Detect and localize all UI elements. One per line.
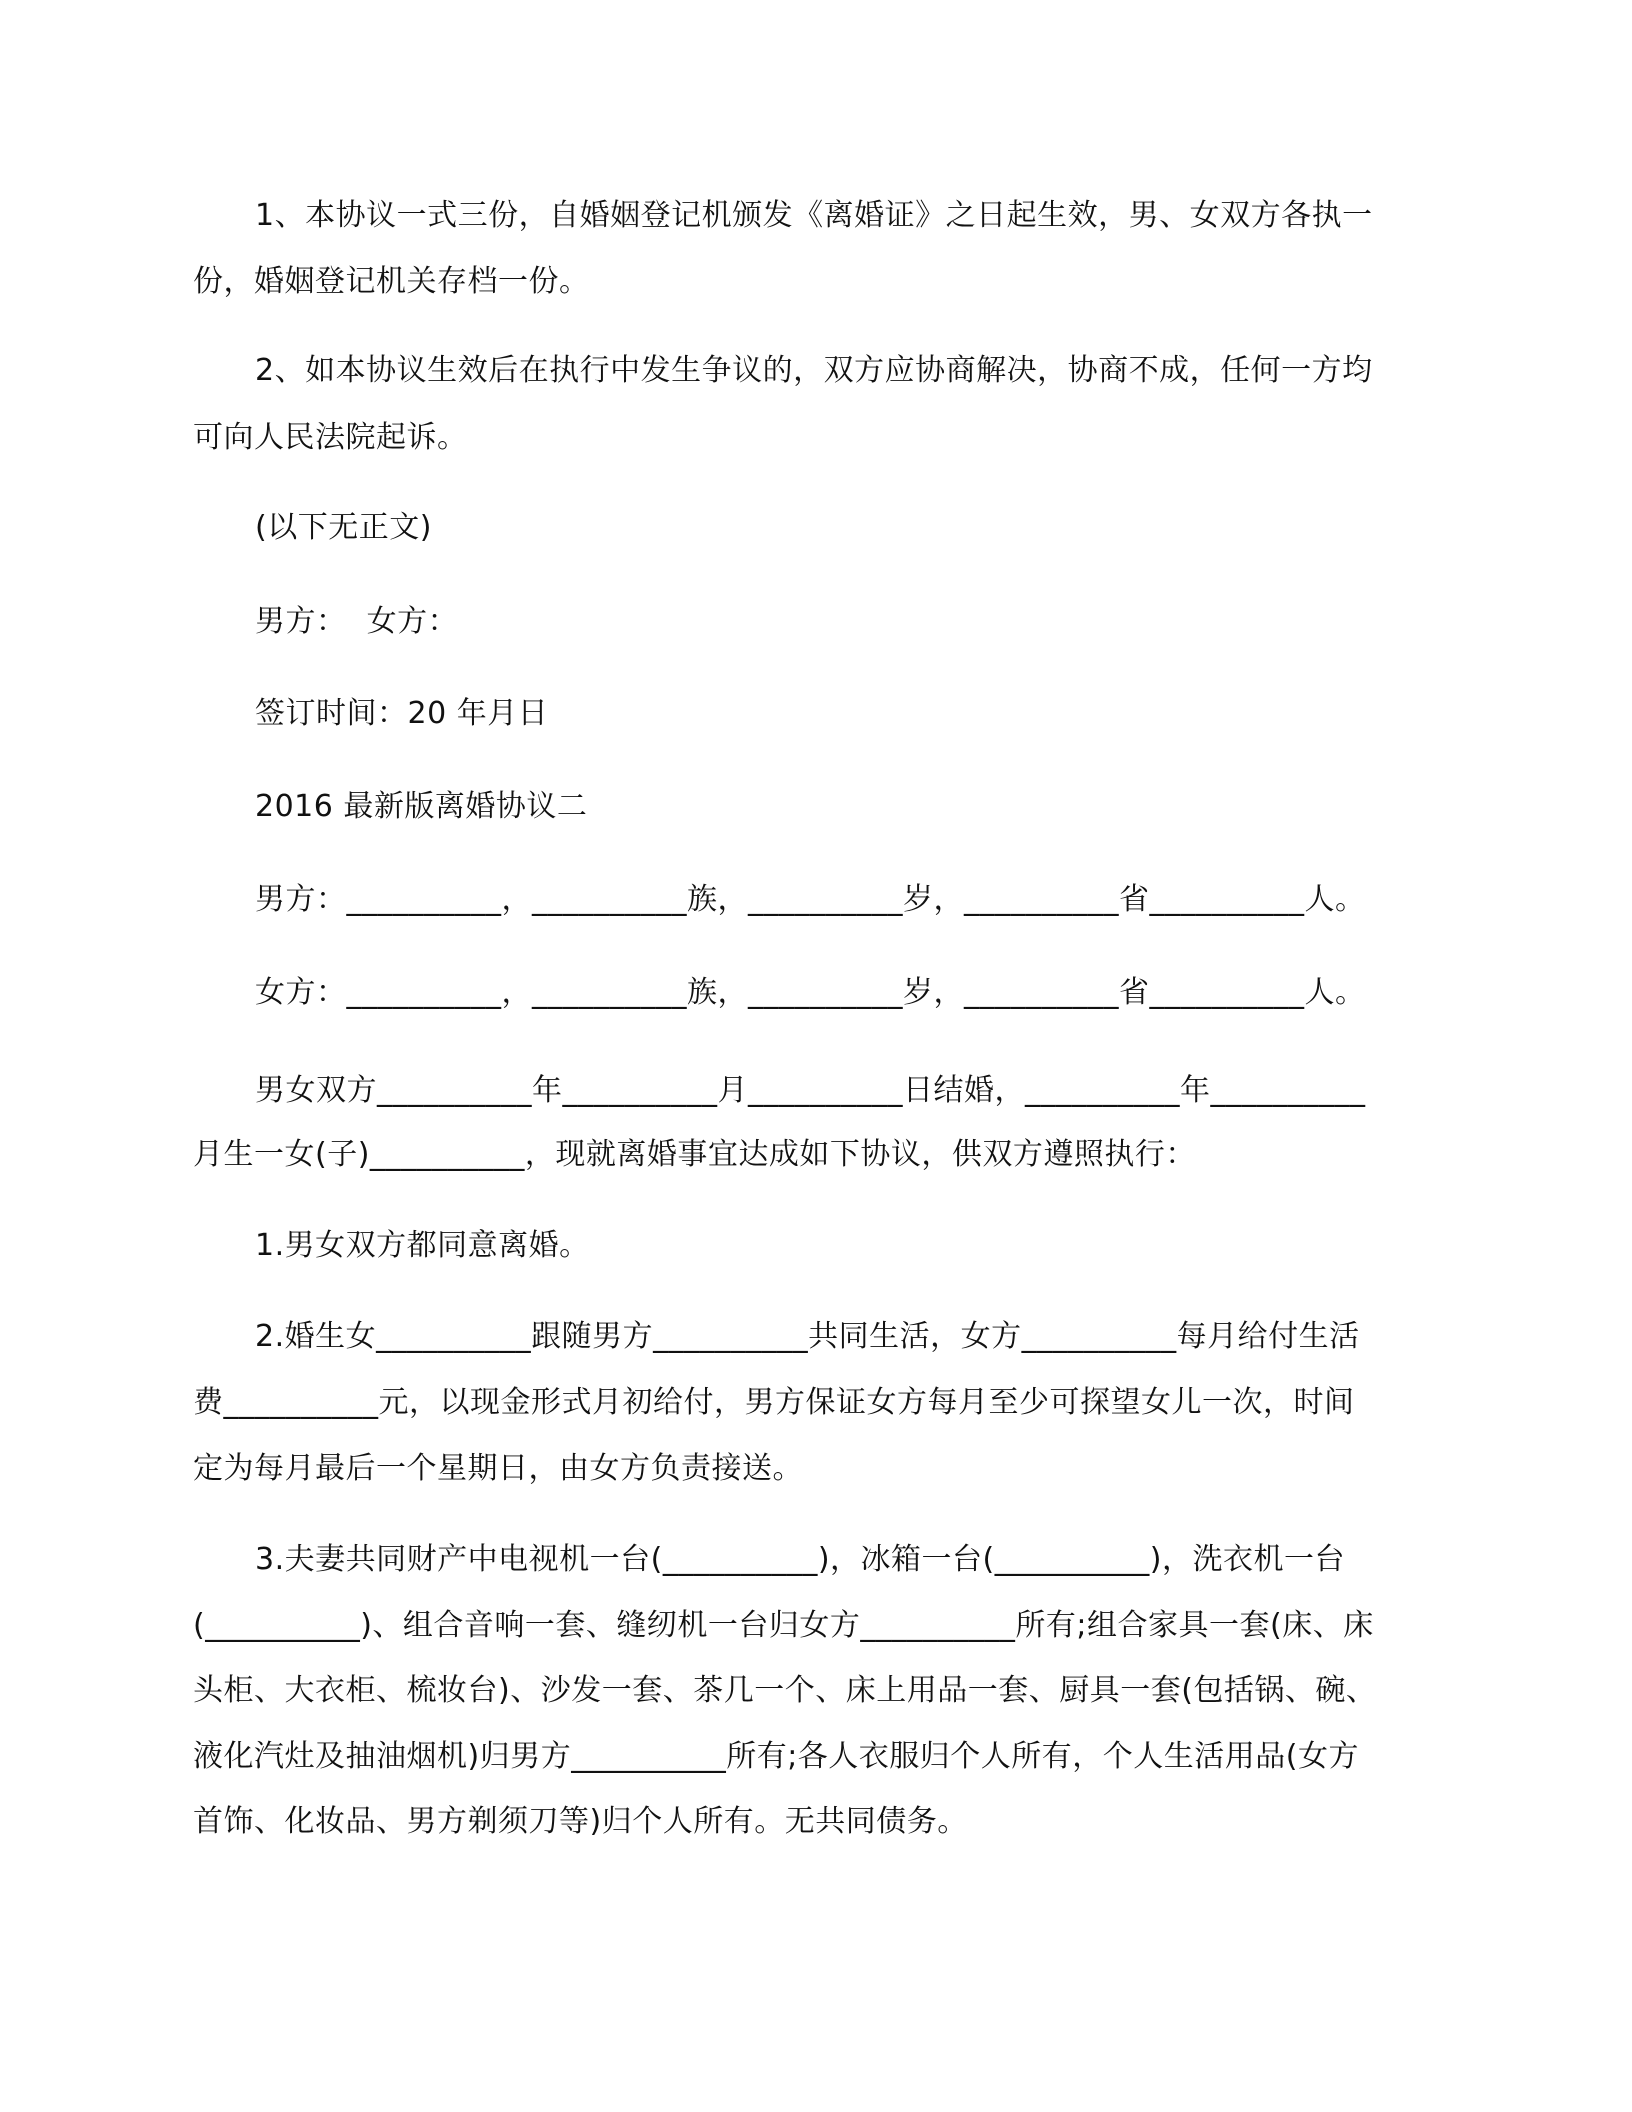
clause-1-line-2: 份，婚姻登记机关存档一份。 bbox=[193, 264, 590, 299]
term-1: 1.男女双方都同意离婚。 bbox=[255, 1228, 590, 1263]
term-2-line-1: 2.婚生女__________跟随男方__________共同生活，女方__________每月给付生活 bbox=[255, 1319, 1360, 1354]
term-3-line-5: 首饰、化妆品、男方剃须刀等)归个人所有。无共同债务。 bbox=[193, 1804, 968, 1839]
male-party-info: 男方：__________，__________族，__________岁，__________省__________人。 bbox=[255, 882, 1366, 917]
marriage-info-line-1: 男女双方__________年__________月__________日结婚，__________年__________ bbox=[255, 1073, 1366, 1108]
agreement-2-title: 2016 最新版离婚协议二 bbox=[255, 789, 588, 824]
clause-2-line-1: 2、如本协议生效后在执行中发生争议的，双方应协商解决，协商不成，任何一方均 bbox=[255, 353, 1373, 388]
term-3-line-2: (__________)、组合音响一套、缝纫机一台归女方__________所有;组合家具一套(床、床 bbox=[193, 1608, 1374, 1643]
signing-date-line: 签订时间：20 年月日 bbox=[255, 696, 549, 731]
term-3-line-4: 液化汽灶及抽油烟机)归男方__________所有;各人衣服归个人所有，个人生活用品(女方 bbox=[193, 1739, 1360, 1774]
term-2-line-2: 费__________元，以现金形式月初给付，男方保证女方每月至少可探望女儿一次，时间 bbox=[193, 1385, 1355, 1420]
no-further-text-note: (以下无正文) bbox=[255, 510, 432, 545]
female-party-info: 女方：__________，__________族，__________岁，__________省__________人。 bbox=[255, 975, 1366, 1010]
clause-1-line-1: 1、本协议一式三份，自婚姻登记机颁发《离婚证》之日起生效，男、女双方各执一 bbox=[255, 198, 1373, 233]
clause-2-line-2: 可向人民法院起诉。 bbox=[193, 420, 468, 455]
marriage-info-line-2: 月生一女(子)__________，现就离婚事宜达成如下协议，供双方遵照执行： bbox=[193, 1137, 1196, 1172]
term-2-line-3: 定为每月最后一个星期日，由女方负责接送。 bbox=[193, 1451, 803, 1486]
term-3-line-1: 3.夫妻共同财产中电视机一台(__________)，冰箱一台(__________)，洗衣机一台 bbox=[255, 1542, 1345, 1577]
signatures-line: 男方： 女方： bbox=[255, 604, 459, 639]
term-3-line-3: 头柜、大衣柜、梳妆台)、沙发一套、茶几一个、床上用品一套、厨具一套(包括锅、碗、 bbox=[193, 1673, 1377, 1708]
